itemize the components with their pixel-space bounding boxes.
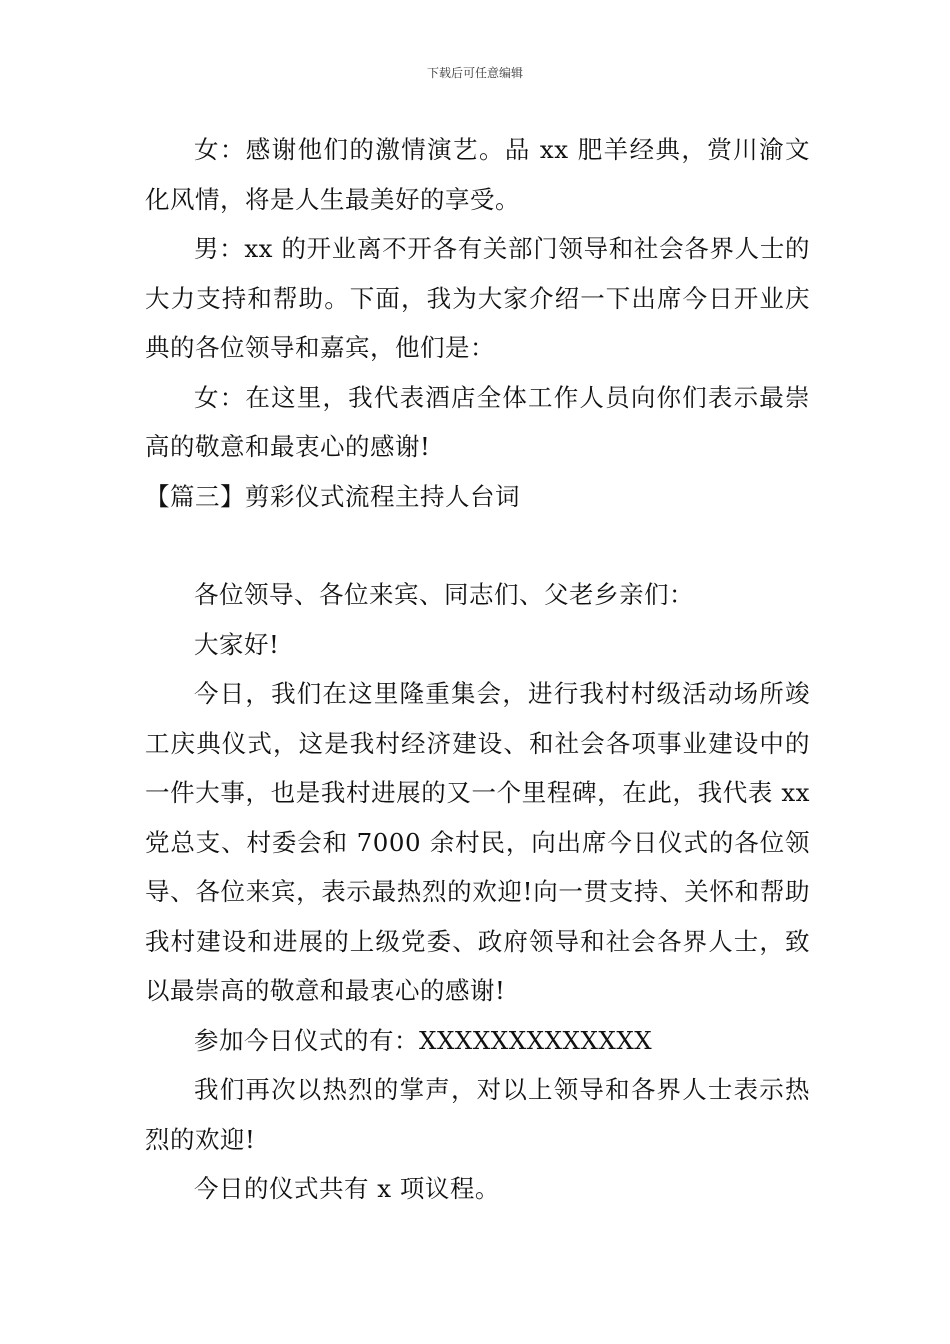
section-heading: 【篇三】剪彩仪式流程主持人台词 bbox=[145, 481, 520, 511]
paragraph-male-intro: 男：xx 的开业离不开各有关部门领导和社会各界人士的大力支持和帮助。下面，我为大家介绍一下出席今日开业庆典的各位领导和嘉宾，他们是： bbox=[145, 234, 810, 362]
paragraph-greeting: 各位领导、各位来宾、同志们、父老乡亲们： bbox=[194, 580, 694, 609]
paragraph-agenda: 今日的仪式共有 x 项议程。 bbox=[194, 1174, 500, 1203]
paragraph-attendees: 参加今日仪式的有：XXXXXXXXXXXXX bbox=[194, 1025, 653, 1055]
document-body bbox=[145, 125, 810, 1214]
paragraph-female-thanks: 女：感谢他们的激情演艺。品 xx 肥羊经典，赏川渝文化风情，将是人生最美好的享受。 bbox=[145, 135, 810, 214]
blank-line bbox=[145, 521, 810, 570]
paragraph-ceremony-speech: 今日，我们在这里隆重集会，进行我村村级活动场所竣工庆典仪式，这是我村经济建设、和社会各项事业建设中的一件大事，也是我村进展的又一个里程碑，在此，我代表 xx 党总支、村委会和 7000 余村民，向出席今日仪式的各位领导、各位来宾，表示最热烈的欢迎!向一贯支持、关怀和帮助我村建设和进展的上级党委、政府领导和社会各界人士，致以最崇高的敬意和最衷心的感谢! bbox=[145, 679, 810, 1005]
paragraph-female-gratitude: 女：在这里，我代表酒店全体工作人员向你们表示最崇高的敬意和最衷心的感谢! bbox=[145, 382, 810, 461]
paragraph-applause: 我们再次以热烈的掌声，对以上领导和各界人士表示热烈的欢迎! bbox=[145, 1075, 810, 1154]
page-header: 下载后可任意编辑 bbox=[426, 66, 523, 80]
paragraph-hello: 大家好! bbox=[194, 629, 280, 659]
